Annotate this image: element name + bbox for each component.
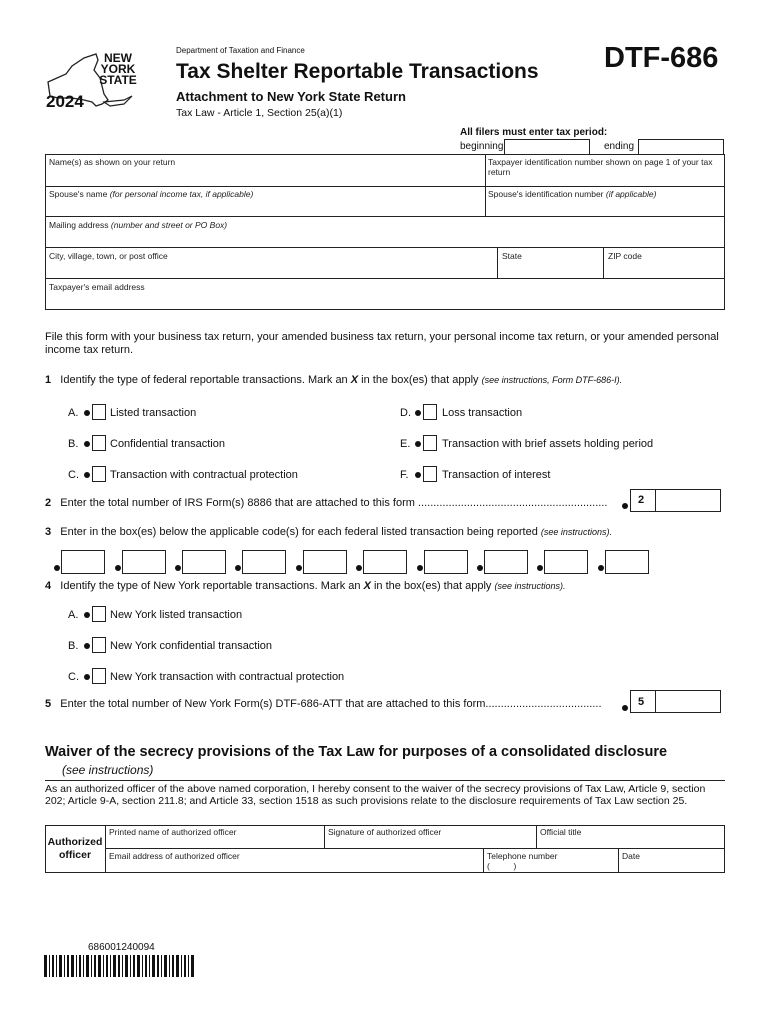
line-3-number: 3 xyxy=(45,526,52,538)
option-label: Listed transaction xyxy=(110,407,197,419)
listed-code-box[interactable] xyxy=(484,550,528,574)
line-3-instruction: Enter in the box(es) below the applicable code(s) for each federal listed transaction being reported xyxy=(60,526,538,538)
state-name xyxy=(96,53,140,86)
line-2-instruction: Enter the total number of IRS Form(s) 8886 that are attached to this form .............................................................. xyxy=(60,497,608,509)
barcode-number: 686001240094 xyxy=(88,942,155,953)
transaction-of-interest-checkbox[interactable] xyxy=(423,466,437,482)
authorized-officer-label xyxy=(45,836,105,862)
option-letter: C. xyxy=(68,469,79,481)
period-beginning-field[interactable] xyxy=(504,139,590,155)
taxpayer-email-field[interactable]: Taxpayer's email address xyxy=(49,282,145,292)
date-field[interactable]: Date xyxy=(622,851,640,861)
officer-email-field[interactable]: Email address of authorized officer xyxy=(109,851,240,861)
mailing-address-field[interactable] xyxy=(49,220,227,230)
option-label: New York transaction with contractual protection xyxy=(110,671,345,683)
listed-code-box[interactable] xyxy=(544,550,588,574)
names-field[interactable]: Name(s) as shown on your return xyxy=(49,157,176,167)
spouse-id-label: Spouse's identification number xyxy=(488,189,604,199)
period-ending-label: ending xyxy=(604,141,635,152)
line-1-note: (see instructions, Form DTF-686-I). xyxy=(481,375,623,385)
waiver-body: As an authorized officer of the above named corporation, I hereby consent to the waiver of the secrecy provisions of Tax Law, Article 9, section 202; Article 9-A, section 211.8; and Article 33, section 1518 as such provisions relate to the disclosure requirements of Tax Law section 25. xyxy=(45,783,706,807)
line-2-text xyxy=(45,497,620,509)
state-name-line: YORK xyxy=(100,62,136,76)
tax-year: 2024 xyxy=(46,92,84,111)
filing-instructions: File this form with your business tax return, your amended business tax return, your personal income tax return, or your amended personal income tax return. xyxy=(45,331,719,356)
spouse-name-note: (for personal income tax, if applicable) xyxy=(109,189,254,199)
zip-code-field[interactable]: ZIP code xyxy=(608,251,642,261)
listed-code-box[interactable] xyxy=(303,550,347,574)
city-field[interactable]: City, village, town, or post office xyxy=(49,251,168,261)
period-beginning-label: beginning xyxy=(460,141,504,152)
line-1-text xyxy=(45,374,622,386)
option-letter: D. xyxy=(400,407,411,419)
listed-code-box[interactable] xyxy=(424,550,468,574)
contractual-protection-checkbox[interactable] xyxy=(92,466,106,482)
line-4-text xyxy=(45,580,565,592)
option-label: Transaction with brief assets holding period xyxy=(442,438,654,450)
option-label: New York listed transaction xyxy=(110,609,243,621)
waiver-heading: Waiver of the secrecy provisions of the Tax Law for purposes of a consolidated disclosure xyxy=(45,744,668,760)
period-ending-field[interactable] xyxy=(638,139,724,155)
spouse-name-label: Spouse's name xyxy=(49,189,108,199)
tax-period-heading: All filers must enter tax period: xyxy=(460,127,608,138)
listed-code-box[interactable] xyxy=(61,550,105,574)
line-2-number: 2 xyxy=(45,497,52,509)
option-letter: E. xyxy=(400,438,411,450)
option-label: Loss transaction xyxy=(442,407,523,419)
brief-holding-checkbox[interactable] xyxy=(423,435,437,451)
line-4-x-mark: X xyxy=(363,580,371,592)
listed-code-box[interactable] xyxy=(242,550,286,574)
signature-field[interactable]: Signature of authorized officer xyxy=(328,827,442,837)
option-label: Transaction with contractual protection xyxy=(110,469,298,481)
form-subtitle: Attachment to New York State Return xyxy=(176,89,406,104)
line-5-number: 5 xyxy=(45,698,52,710)
line-3-text xyxy=(45,526,612,538)
printed-name-field[interactable]: Printed name of authorized officer xyxy=(109,827,237,837)
telephone-label: Telephone number xyxy=(487,851,558,861)
waiver-note: (see instructions) xyxy=(62,763,154,777)
form-title: Tax Shelter Reportable Transactions xyxy=(176,60,539,83)
loss-transaction-checkbox[interactable] xyxy=(423,404,437,420)
taxpayer-id-field[interactable]: Taxpayer identification number shown on page 1 of your tax return xyxy=(488,157,713,177)
option-letter: A. xyxy=(68,609,79,621)
line-1-instruction-a: Identify the type of federal reportable transactions. Mark an xyxy=(60,374,348,386)
law-reference: Tax Law - Article 1, Section 25(a)(1) xyxy=(176,107,343,119)
mailing-address-label: Mailing address xyxy=(49,220,109,230)
state-name-line: NEW xyxy=(104,51,132,65)
option-label: Confidential transaction xyxy=(110,438,225,450)
line-3-note: (see instructions). xyxy=(540,527,612,537)
spouse-id-field[interactable] xyxy=(488,189,656,199)
officer-label-line: officer xyxy=(58,849,92,861)
official-title-field[interactable]: Official title xyxy=(540,827,582,837)
line-1-instruction-b: in the box(es) that apply xyxy=(361,374,479,386)
line-1-x-mark: X xyxy=(350,374,359,386)
line-4-instruction-b: in the box(es) that apply xyxy=(373,580,492,592)
listed-transaction-checkbox[interactable] xyxy=(92,404,106,420)
mailing-address-note: (number and street or PO Box) xyxy=(110,220,228,230)
line-1-number: 1 xyxy=(45,374,52,386)
option-label: New York confidential transaction xyxy=(110,640,273,652)
ny-listed-transaction-checkbox[interactable] xyxy=(92,606,106,622)
option-letter: F. xyxy=(400,469,409,481)
telephone-area-code: ( ) xyxy=(487,861,517,871)
spouse-name-field[interactable] xyxy=(49,189,253,199)
confidential-transaction-checkbox[interactable] xyxy=(92,435,106,451)
ny-confidential-transaction-checkbox[interactable] xyxy=(92,637,106,653)
spouse-id-note: (if applicable) xyxy=(605,189,657,199)
line-4-instruction-a: Identify the type of New York reportable transactions. Mark an xyxy=(60,580,361,592)
option-letter: A. xyxy=(68,407,79,419)
ny-contractual-protection-checkbox[interactable] xyxy=(92,668,106,684)
line-4-number: 4 xyxy=(45,580,52,592)
option-label: Transaction of interest xyxy=(442,469,551,481)
taxpayer-info-grid xyxy=(45,154,725,310)
option-letter: B. xyxy=(68,640,79,652)
officer-label-line: Authorized xyxy=(47,836,103,848)
listed-code-box[interactable] xyxy=(363,550,407,574)
option-letter: B. xyxy=(68,438,79,450)
department-name: Department of Taxation and Finance xyxy=(176,46,305,55)
line-4-note: (see instructions). xyxy=(494,581,566,591)
listed-code-box[interactable] xyxy=(605,550,649,574)
listed-code-box[interactable] xyxy=(122,550,166,574)
form-number: DTF-686 xyxy=(604,42,719,74)
state-field[interactable]: State xyxy=(502,251,522,261)
line-5-text xyxy=(45,698,620,710)
listed-code-box[interactable] xyxy=(182,550,226,574)
line-2-box-label: 2 xyxy=(638,494,645,506)
state-name-line: STATE xyxy=(99,73,137,87)
barcode-icon xyxy=(44,955,196,977)
option-letter: C. xyxy=(68,671,79,683)
telephone-field[interactable] xyxy=(487,851,557,871)
line-5-box-label: 5 xyxy=(638,696,645,708)
line-5-instruction: Enter the total number of New York Form(s) DTF-686-ATT that are attached to this form...................................... xyxy=(60,698,602,710)
